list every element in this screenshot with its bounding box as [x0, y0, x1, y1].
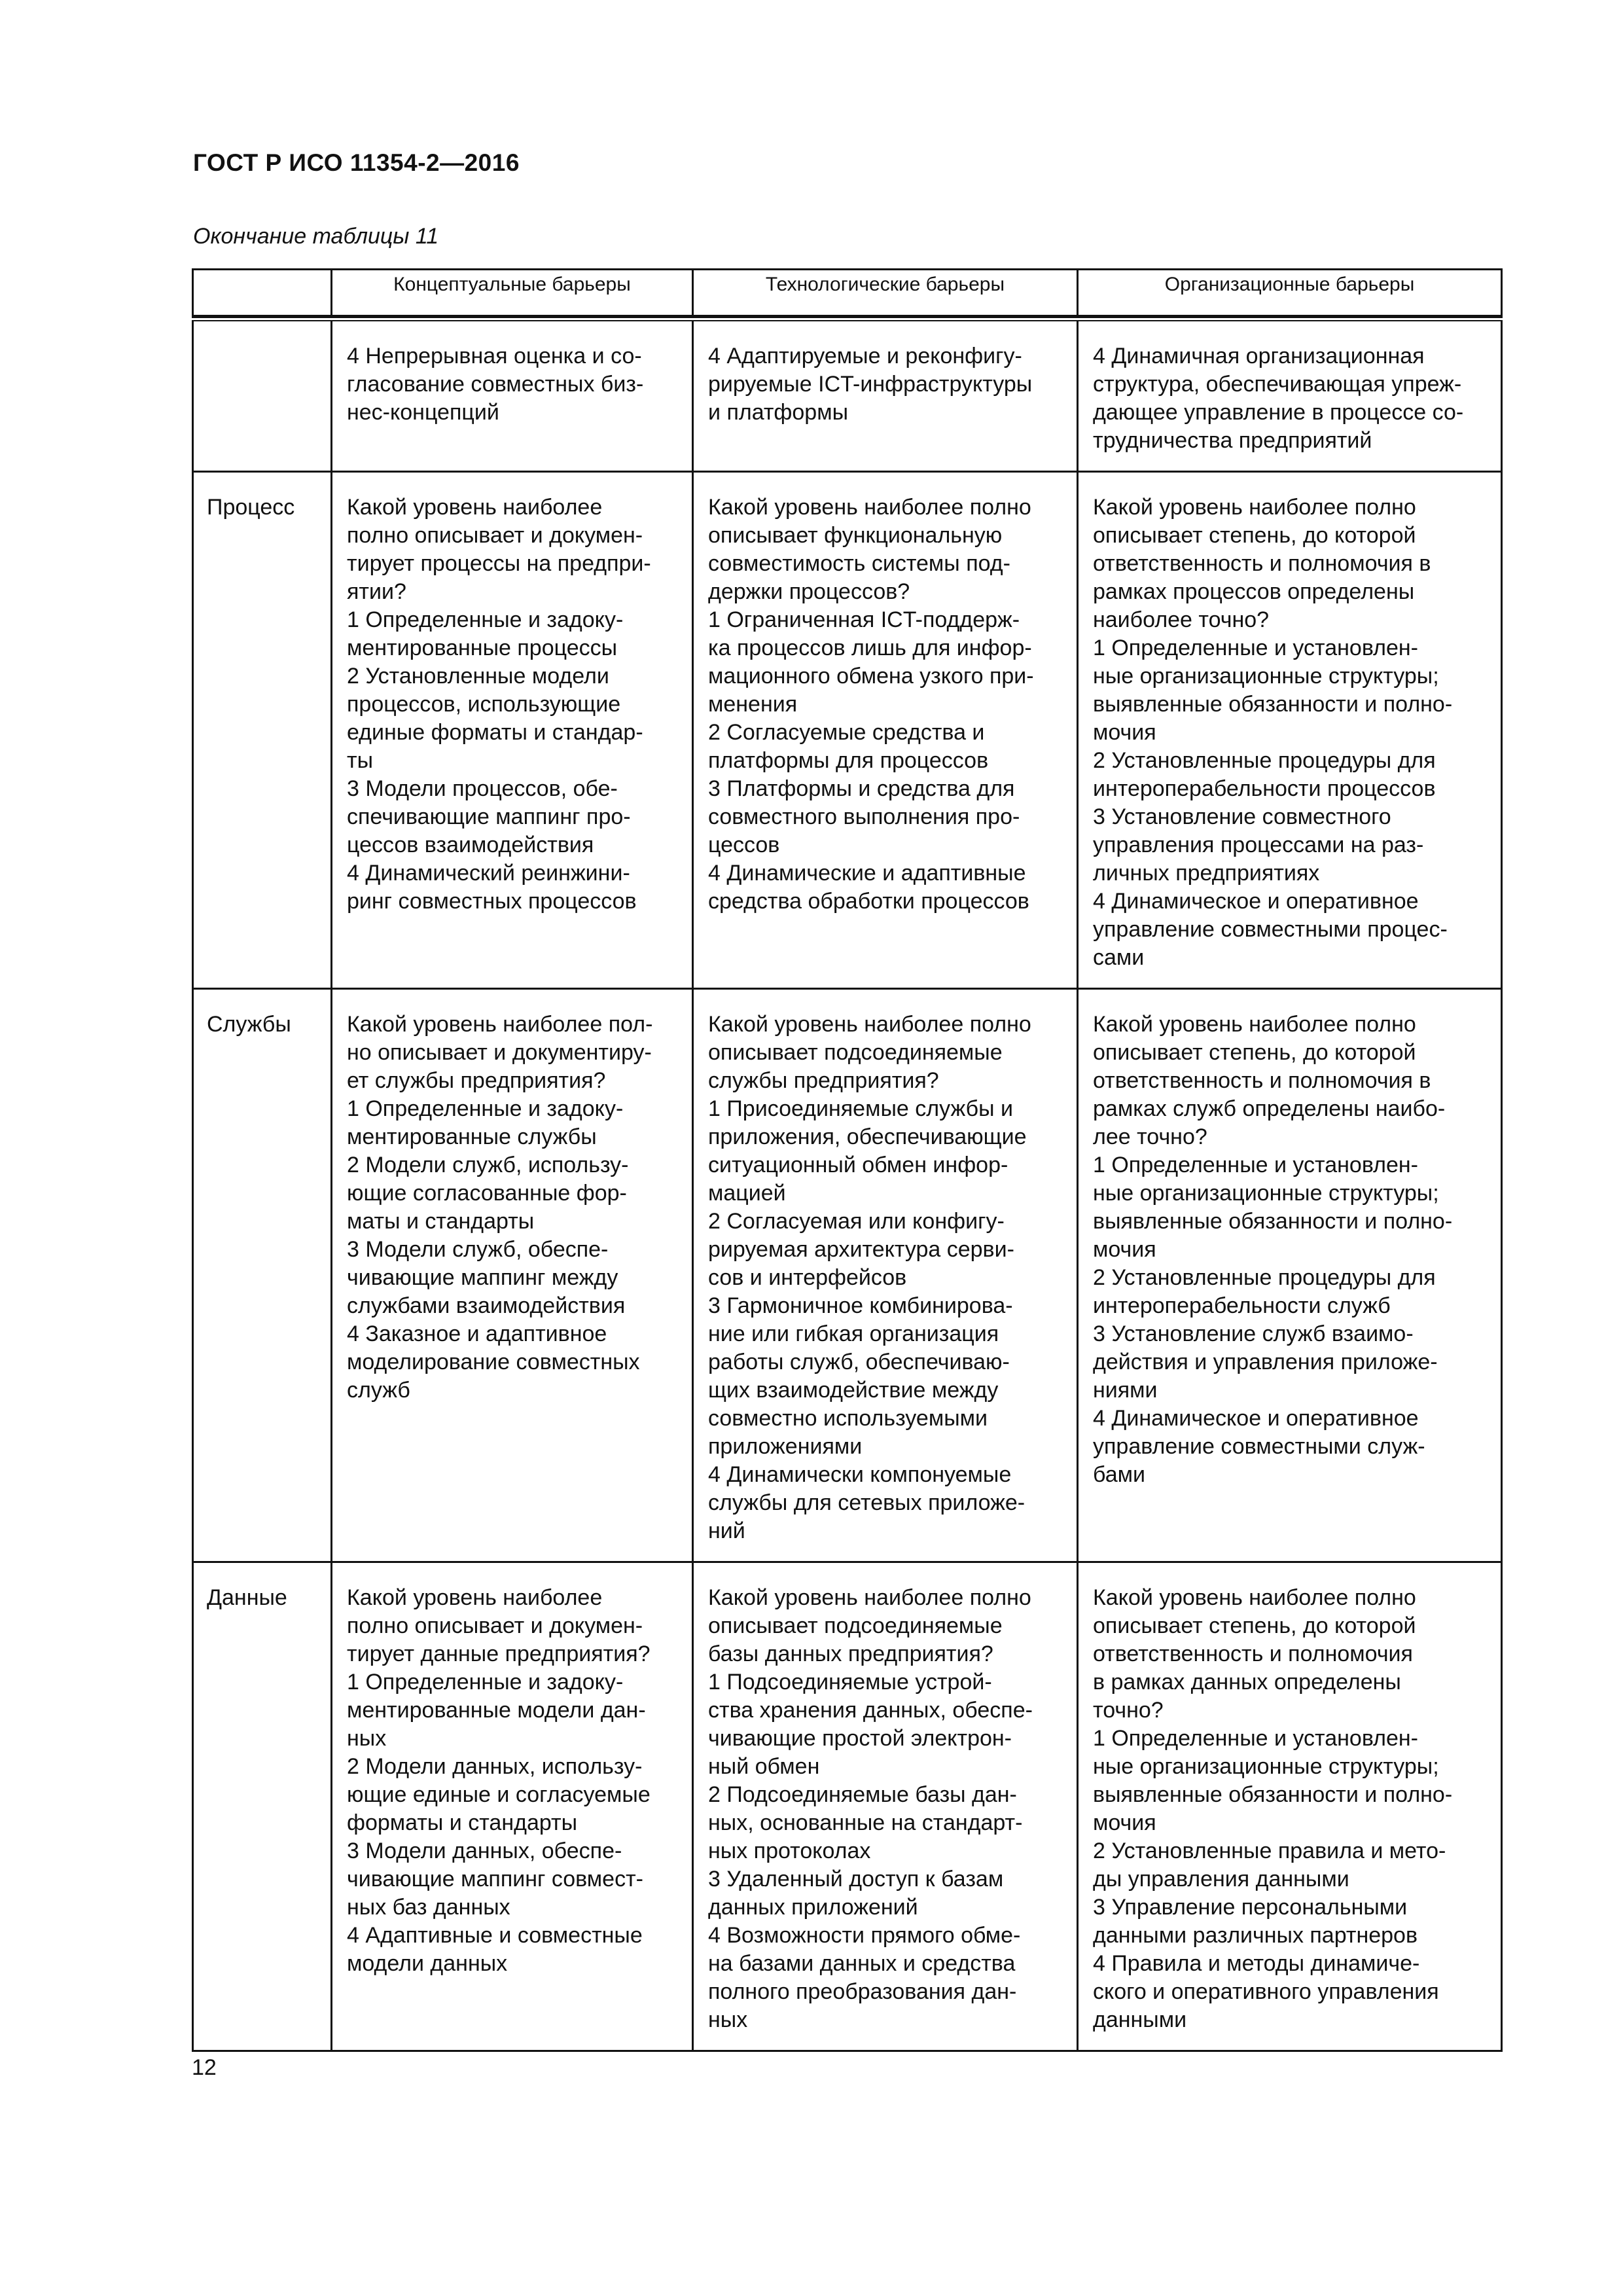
cell-text-line: 2 Установленные правила и мето-: [1093, 1839, 1446, 1863]
cell-text-line: 3 Удаленный доступ к базам: [708, 1867, 1004, 1892]
table-row: [193, 989, 1502, 1562]
table-cell-conceptual: [332, 1562, 693, 2051]
cell-text-line: 2 Подсоединяемые базы дан-: [708, 1782, 1017, 1807]
cell-text-line: Какой уровень наиболее полно: [1093, 495, 1416, 520]
cell-text-line: Какой уровень наиболее полно: [708, 1012, 1031, 1037]
cell-text-line: моделирование совместных: [347, 1350, 640, 1374]
table-caption: Окончание таблицы 11: [193, 224, 439, 249]
cell-text-line: 1 Присоединяемые службы и: [708, 1096, 1013, 1121]
cell-text-line: ства хранения данных, обеспе-: [708, 1698, 1033, 1723]
cell-text-line: 3 Платформы и средства для: [708, 776, 1015, 801]
table-cell-conceptual: [332, 472, 693, 989]
cell-text-line: лее точно?: [1093, 1124, 1207, 1149]
cell-text-line: модели данных: [347, 1951, 508, 1976]
cell-text-line: 2 Модели служб, использу-: [347, 1153, 629, 1177]
cell-text-line: Какой уровень наиболее полно: [708, 495, 1031, 520]
cell-text-line: 4 Адаптивные и совместные: [347, 1923, 643, 1948]
cell-text-line: полно описывает и докумен-: [347, 1613, 643, 1638]
cell-text-line: ситуационный обмен инфор-: [708, 1153, 1008, 1177]
cell-text-line: ет службы предприятия?: [347, 1068, 606, 1093]
header-cell-conceptual: Концептуальные барьеры: [332, 270, 693, 316]
table-body: [193, 319, 1502, 2051]
cell-text-line: ринг совместных процессов: [347, 889, 637, 914]
cell-text-line: дающее управление в процессе со-: [1093, 400, 1464, 425]
cell-text-line: описывает степень, до которой: [1093, 523, 1416, 548]
cell-text-line: ных баз данных: [347, 1895, 510, 1920]
cell-text-line: мацией: [708, 1181, 786, 1206]
cell-text-line: 1 Определенные и задоку-: [347, 1670, 624, 1695]
cell-text-line: полного преобразования дан-: [708, 1979, 1017, 2004]
cell-text-line: ментированные модели дан-: [347, 1698, 646, 1723]
cell-text-line: 1 Определенные и задоку-: [347, 607, 624, 632]
cell-text-line: чивающие маппинг между: [347, 1265, 618, 1290]
table-cell-conceptual: [332, 319, 693, 472]
header-cell-empty: [193, 270, 332, 316]
cell-text-line: средства обработки процессов: [708, 889, 1029, 914]
cell-text-line: рируемые ICT-инфраструктуры: [708, 372, 1033, 397]
cell-text-line: 1 Определенные и установлен-: [1093, 1726, 1418, 1751]
cell-text-line: 2 Согласуемые средства и: [708, 720, 985, 745]
cell-text-line: процессов, использующие: [347, 692, 621, 717]
cell-text-line: 3 Модели процессов, обе-: [347, 776, 618, 801]
cell-text-line: ниями: [1093, 1378, 1158, 1403]
cell-text-line: 4 Адаптируемые и реконфигу-: [708, 344, 1022, 368]
cell-text-line: ющие согласованные фор-: [347, 1181, 627, 1206]
cell-text-line: ные организационные структуры;: [1093, 1754, 1439, 1779]
cell-text-line: мочия: [1093, 720, 1156, 745]
cell-text-line: рамках процессов определены: [1093, 579, 1415, 604]
cell-text-line: действия и управления приложе-: [1093, 1350, 1438, 1374]
cell-text-line: на базами данных и средства: [708, 1951, 1016, 1976]
cell-text-line: тирует процессы на предпри-: [347, 551, 651, 576]
row-label-row-continuation: [193, 319, 332, 472]
cell-text-line: держки процессов?: [708, 579, 910, 604]
row-label-row-services: Службы: [193, 989, 332, 1562]
cell-text-line: Какой уровень наиболее полно: [1093, 1012, 1416, 1037]
cell-text-line: сами: [1093, 945, 1145, 970]
row-label-row-process: Процесс: [193, 472, 332, 989]
cell-text-line: работы служб, обеспечиваю-: [708, 1350, 1010, 1374]
table-cell-organizational: [1078, 989, 1502, 1562]
cell-text-line: 4 Динамические и адаптивные: [708, 861, 1026, 886]
cell-text-line: 3 Установление совместного: [1093, 804, 1391, 829]
cell-text-line: ды управления данными: [1093, 1867, 1349, 1892]
cell-text-line: приложениями: [708, 1434, 863, 1459]
cell-text-line: бами: [1093, 1462, 1145, 1487]
cell-text-line: ятии?: [347, 579, 406, 604]
cell-text-line: Какой уровень наиболее пол-: [347, 1012, 653, 1037]
cell-text-line: тирует данные предприятия?: [347, 1641, 651, 1666]
cell-text-line: 3 Установление служб взаимо-: [1093, 1321, 1414, 1346]
cell-text-line: единые форматы и стандар-: [347, 720, 643, 745]
table-cell-technological: [693, 472, 1078, 989]
cell-text-line: ментированные процессы: [347, 636, 618, 660]
cell-text-line: 1 Определенные и задоку-: [347, 1096, 624, 1121]
cell-text-line: 3 Управление персональными: [1093, 1895, 1408, 1920]
cell-text-line: ные организационные структуры;: [1093, 664, 1439, 689]
cell-text-line: выявленные обязанности и полно-: [1093, 692, 1453, 717]
cell-text-line: 4 Возможности прямого обме-: [708, 1923, 1021, 1948]
cell-text-line: ные организационные структуры;: [1093, 1181, 1439, 1206]
cell-text-line: 4 Динамическое и оперативное: [1093, 889, 1419, 914]
cell-text-line: 3 Модели данных, обеспе-: [347, 1839, 622, 1863]
table-header-row: [193, 270, 1502, 316]
cell-text-line: ка процессов лишь для инфор-: [708, 636, 1032, 660]
cell-text-line: рамках служб определены наибо-: [1093, 1096, 1446, 1121]
cell-text-line: сов и интерфейсов: [708, 1265, 907, 1290]
cell-text-line: управления процессами на раз-: [1093, 833, 1424, 857]
cell-text-line: точно?: [1093, 1698, 1164, 1723]
cell-text-line: Какой уровень наиболее полно: [708, 1585, 1031, 1610]
cell-text-line: интероперабельности служб: [1093, 1293, 1391, 1318]
cell-text-line: базы данных предприятия?: [708, 1641, 993, 1666]
cell-text-line: нес-концепций: [347, 400, 499, 425]
cell-text-line: наиболее точно?: [1093, 607, 1270, 632]
cell-text-line: службы для сетевых приложе-: [708, 1490, 1026, 1515]
row-label-row-data: Данные: [193, 1562, 332, 2051]
cell-text-line: 4 Динамический реинжини-: [347, 861, 630, 886]
cell-text-line: ответственность и полномочия в: [1093, 1068, 1431, 1093]
cell-text-line: Какой уровень наиболее: [347, 1585, 603, 1610]
cell-text-line: менения: [708, 692, 798, 717]
cell-text-line: 4 Динамичная организационная: [1093, 344, 1425, 368]
cell-text-line: ментированные службы: [347, 1124, 597, 1149]
cell-text-line: управление совместными процес-: [1093, 917, 1448, 942]
table-cell-organizational: [1078, 472, 1502, 989]
cell-text-line: спечивающие маппинг про-: [347, 804, 631, 829]
cell-text-line: описывает функциональную: [708, 523, 1003, 548]
cell-text-line: ние или гибкая организация: [708, 1321, 999, 1346]
cell-text-line: мационного обмена узкого при-: [708, 664, 1034, 689]
cell-text-line: совместно используемыми: [708, 1406, 988, 1431]
cell-text-line: 2 Установленные модели: [347, 664, 609, 689]
cell-text-line: 4 Правила и методы динамиче-: [1093, 1951, 1420, 1976]
table-row: [193, 319, 1502, 472]
cell-text-line: Какой уровень наиболее полно: [1093, 1585, 1416, 1610]
cell-text-line: личных предприятиях: [1093, 861, 1320, 886]
table-cell-organizational: [1078, 319, 1502, 472]
table-cell-conceptual: [332, 989, 693, 1562]
cell-text-line: ний: [708, 1518, 745, 1543]
cell-text-line: совместимость системы под-: [708, 551, 1010, 576]
table-cell-technological: [693, 319, 1078, 472]
cell-text-line: 3 Гармоничное комбинирова-: [708, 1293, 1013, 1318]
cell-text-line: 1 Ограниченная ICT-поддерж-: [708, 607, 1020, 632]
cell-text-line: чивающие маппинг совмест-: [347, 1867, 643, 1892]
header-cell-technological: Технологические барьеры: [693, 270, 1078, 316]
cell-text-line: ответственность и полномочия в: [1093, 551, 1431, 576]
cell-text-line: интероперабельности процессов: [1093, 776, 1436, 801]
cell-text-line: 3 Модели служб, обеспе-: [347, 1237, 609, 1262]
cell-text-line: щих взаимодействие между: [708, 1378, 999, 1403]
cell-text-line: приложения, обеспечивающие: [708, 1124, 1027, 1149]
table-cell-technological: [693, 1562, 1078, 2051]
cell-text-line: данных приложений: [708, 1895, 918, 1920]
cell-text-line: мочия: [1093, 1810, 1156, 1835]
cell-text-line: ных, основанные на стандарт-: [708, 1810, 1023, 1835]
barriers-table: [192, 268, 1503, 2052]
cell-text-line: чивающие простой электрон-: [708, 1726, 1012, 1751]
cell-text-line: Какой уровень наиболее: [347, 495, 603, 520]
table-row: [193, 472, 1502, 989]
cell-text-line: и платформы: [708, 400, 849, 425]
cell-text-line: ный обмен: [708, 1754, 820, 1779]
cell-text-line: 4 Динамическое и оперативное: [1093, 1406, 1419, 1431]
cell-text-line: службами взаимодействия: [347, 1293, 626, 1318]
cell-text-line: 1 Определенные и установлен-: [1093, 636, 1418, 660]
cell-text-line: цессов: [708, 833, 780, 857]
cell-text-line: но описывает и документиру-: [347, 1040, 652, 1065]
cell-text-line: 2 Модели данных, использу-: [347, 1754, 643, 1779]
cell-text-line: платформы для процессов: [708, 748, 989, 773]
cell-text-line: 4 Заказное и адаптивное: [347, 1321, 607, 1346]
cell-text-line: цессов взаимодействия: [347, 833, 594, 857]
cell-text-line: ющие единые и согласуемые: [347, 1782, 651, 1807]
cell-text-line: данными различных партнеров: [1093, 1923, 1418, 1948]
cell-text-line: ты: [347, 748, 374, 773]
cell-text-line: 1 Определенные и установлен-: [1093, 1153, 1418, 1177]
table-cell-technological: [693, 989, 1078, 1562]
cell-text-line: управление совместными служ-: [1093, 1434, 1425, 1459]
cell-text-line: описывает подсоединяемые: [708, 1040, 1003, 1065]
page-number: 12: [192, 2055, 217, 2080]
cell-text-line: службы предприятия?: [708, 1068, 939, 1093]
cell-text-line: ных протоколах: [708, 1839, 871, 1863]
table-cell-organizational: [1078, 1562, 1502, 2051]
cell-text-line: описывает степень, до которой: [1093, 1613, 1416, 1638]
cell-text-line: 1 Подсоединяемые устрой-: [708, 1670, 992, 1695]
cell-text-line: трудничества предприятий: [1093, 428, 1372, 453]
cell-text-line: выявленные обязанности и полно-: [1093, 1782, 1453, 1807]
cell-text-line: мочия: [1093, 1237, 1156, 1262]
cell-text-line: выявленные обязанности и полно-: [1093, 1209, 1453, 1234]
cell-text-line: 2 Согласуемая или конфигу-: [708, 1209, 1005, 1234]
cell-text-line: полно описывает и докумен-: [347, 523, 643, 548]
cell-text-line: ных: [347, 1726, 387, 1751]
cell-text-line: в рамках данных определены: [1093, 1670, 1401, 1695]
cell-text-line: гласование совместных биз-: [347, 372, 644, 397]
cell-text-line: описывает подсоединяемые: [708, 1613, 1003, 1638]
cell-text-line: описывает степень, до которой: [1093, 1040, 1416, 1065]
cell-text-line: структура, обеспечивающая упреж-: [1093, 372, 1462, 397]
cell-text-line: служб: [347, 1378, 410, 1403]
cell-text-line: 2 Установленные процедуры для: [1093, 748, 1436, 773]
cell-text-line: форматы и стандарты: [347, 1810, 578, 1835]
cell-text-line: ных: [708, 2007, 748, 2032]
cell-text-line: 2 Установленные процедуры для: [1093, 1265, 1436, 1290]
cell-text-line: совместного выполнения про-: [708, 804, 1020, 829]
cell-text-line: ского и оперативного управления: [1093, 1979, 1439, 2004]
table-row: [193, 1562, 1502, 2051]
header-cell-organizational: Организационные барьеры: [1078, 270, 1502, 316]
cell-text-line: 4 Непрерывная оценка и со-: [347, 344, 642, 368]
cell-text-line: рируемая архитектура серви-: [708, 1237, 1014, 1262]
cell-text-line: 4 Динамически компонуемые: [708, 1462, 1012, 1487]
cell-text-line: данными: [1093, 2007, 1187, 2032]
cell-text-line: маты и стандарты: [347, 1209, 535, 1234]
cell-text-line: ответственность и полномочия: [1093, 1641, 1413, 1666]
document-header: ГОСТ Р ИСО 11354-2—2016: [193, 149, 520, 176]
